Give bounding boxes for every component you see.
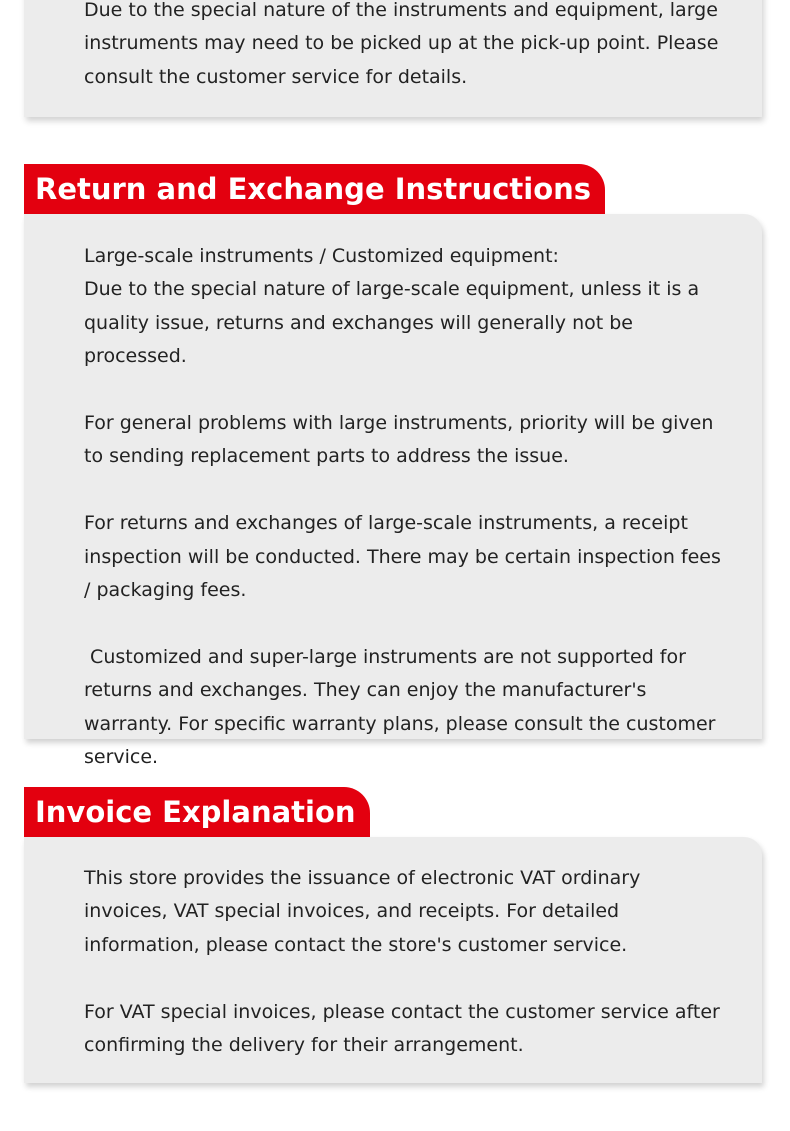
invoice-vat-special-note: For VAT special invoices, please contact the customer service after confirming the delivery for their arrangement. bbox=[84, 1000, 720, 1057]
return-exchange-card bbox=[24, 214, 762, 769]
return-warranty-note: Customized and super-large instruments are not supported for returns and exchanges. They can enjoy the manufacturer's warranty. For specific warranty plans, please consult the customer service. bbox=[84, 645, 722, 769]
return-quality-policy: Due to the special nature of large-scale equipment, unless it is a quality issue, returns and exchanges will generally not be processed. bbox=[84, 278, 700, 368]
invoice-types-note: This store provides the issuance of electronic VAT ordinary invoices, VAT special invoices, and receipts. For detailed information, please contact the store's customer service. bbox=[84, 867, 641, 956]
delivery-pickup-note: Due to the special nature of the instruments and equipment, large instruments may need to be picked up at the pick-up point. Please consult the customer service for details. bbox=[84, 0, 719, 88]
invoice-card bbox=[24, 837, 762, 1083]
delivery-info-text bbox=[84, 0, 724, 94]
return-inspection-fees: For returns and exchanges of large-scale instruments, a receipt inspection will be conducted. There may be certain inspection fees / packaging fees. bbox=[84, 512, 721, 602]
return-exchange-heading: Return and Exchange Instructions bbox=[24, 164, 605, 214]
return-replacement-parts: For general problems with large instruments, priority will be given to sending replacement parts to address the issue. bbox=[84, 412, 714, 468]
return-intro-label: Large-scale instruments / Customized equipment: bbox=[84, 245, 559, 267]
invoice-heading: Invoice Explanation bbox=[24, 787, 370, 837]
delivery-info-card bbox=[24, 0, 762, 117]
